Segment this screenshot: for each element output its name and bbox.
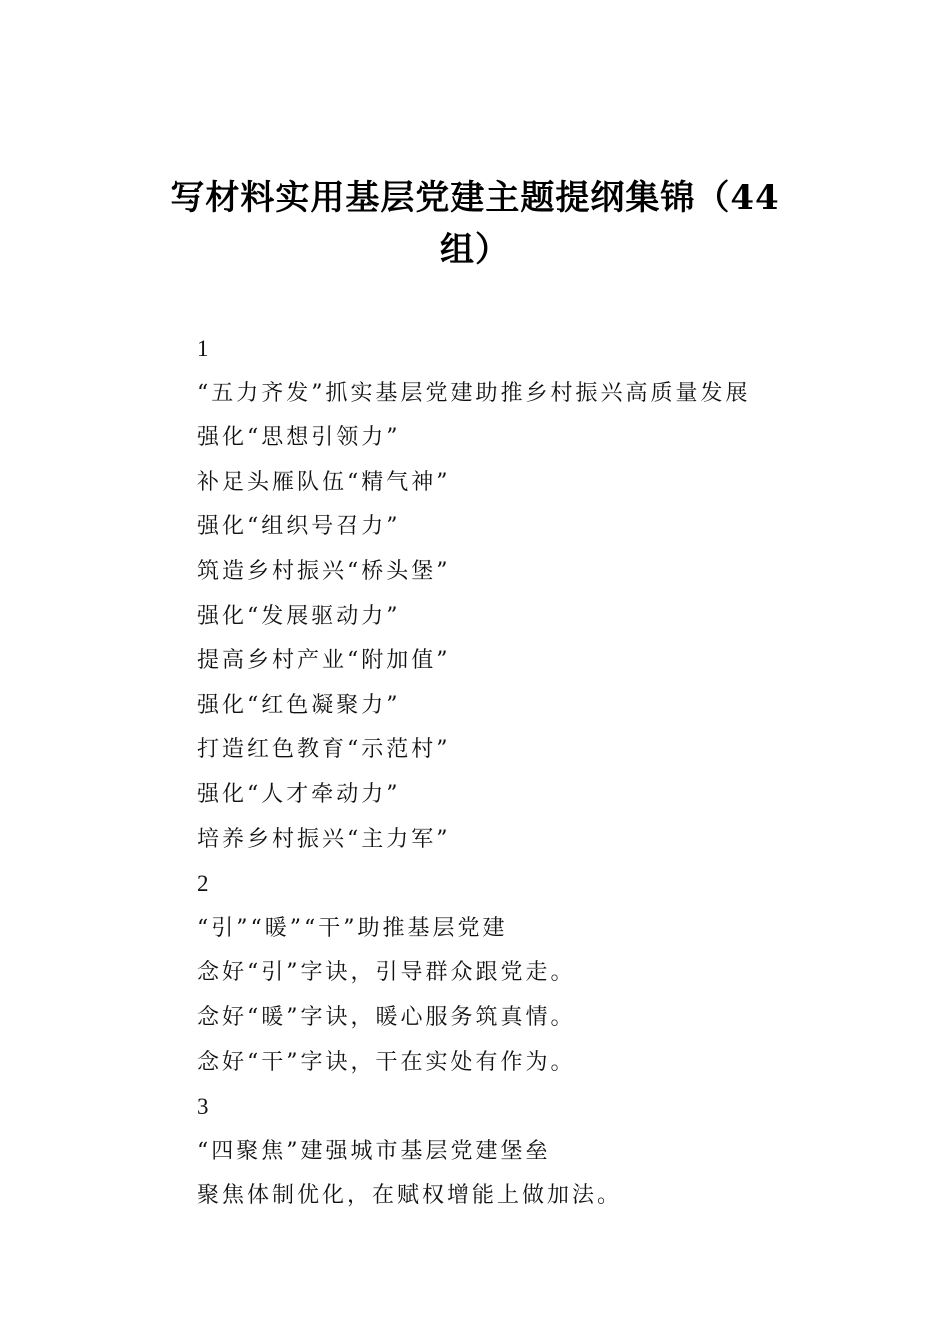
- body-line: 强化“人才牵动力”: [197, 781, 401, 807]
- body-line: 培养乡村振兴“主力军”: [197, 826, 451, 852]
- body-line: 补足头雁队伍“精气神”: [197, 469, 451, 495]
- body-line: 念好“引”字诀，引导群众跟党走。: [197, 960, 576, 986]
- body-line: 提高乡村产业“附加值”: [197, 648, 451, 674]
- body-line: 强化“组织号召力”: [197, 514, 401, 540]
- section-heading: “五力齐发”抓实基层党建助推乡村振兴高质量发展: [197, 380, 751, 406]
- body-line: 筑造乡村振兴“桥头堡”: [197, 558, 451, 584]
- document-body: [197, 327, 837, 1219]
- section-number: 1: [197, 336, 209, 361]
- body-line: 念好“干”字诀，干在实处有作为。: [197, 1049, 576, 1075]
- section-number: 2: [197, 871, 209, 897]
- body-line: 强化“思想引领力”: [197, 425, 401, 451]
- body-line: 聚焦体制优化，在赋权增能上做加法。: [197, 1183, 623, 1209]
- section-heading: “四聚焦”建强城市基层党建堡垒: [197, 1138, 551, 1164]
- body-line: 强化“红色凝聚力”: [197, 692, 401, 718]
- body-line: 强化“发展驱动力”: [197, 603, 401, 629]
- body-line: 打造红色教育“示范村”: [197, 737, 451, 763]
- body-line: 念好“暖”字诀，暖心服务筑真情。: [197, 1004, 576, 1030]
- section-number: 3: [197, 1094, 209, 1120]
- document-title: 写材料实用基层党建主题提纲集锦（44组）: [170, 178, 780, 270]
- section-heading: “引”“暖”“干”助推基层党建: [197, 915, 508, 941]
